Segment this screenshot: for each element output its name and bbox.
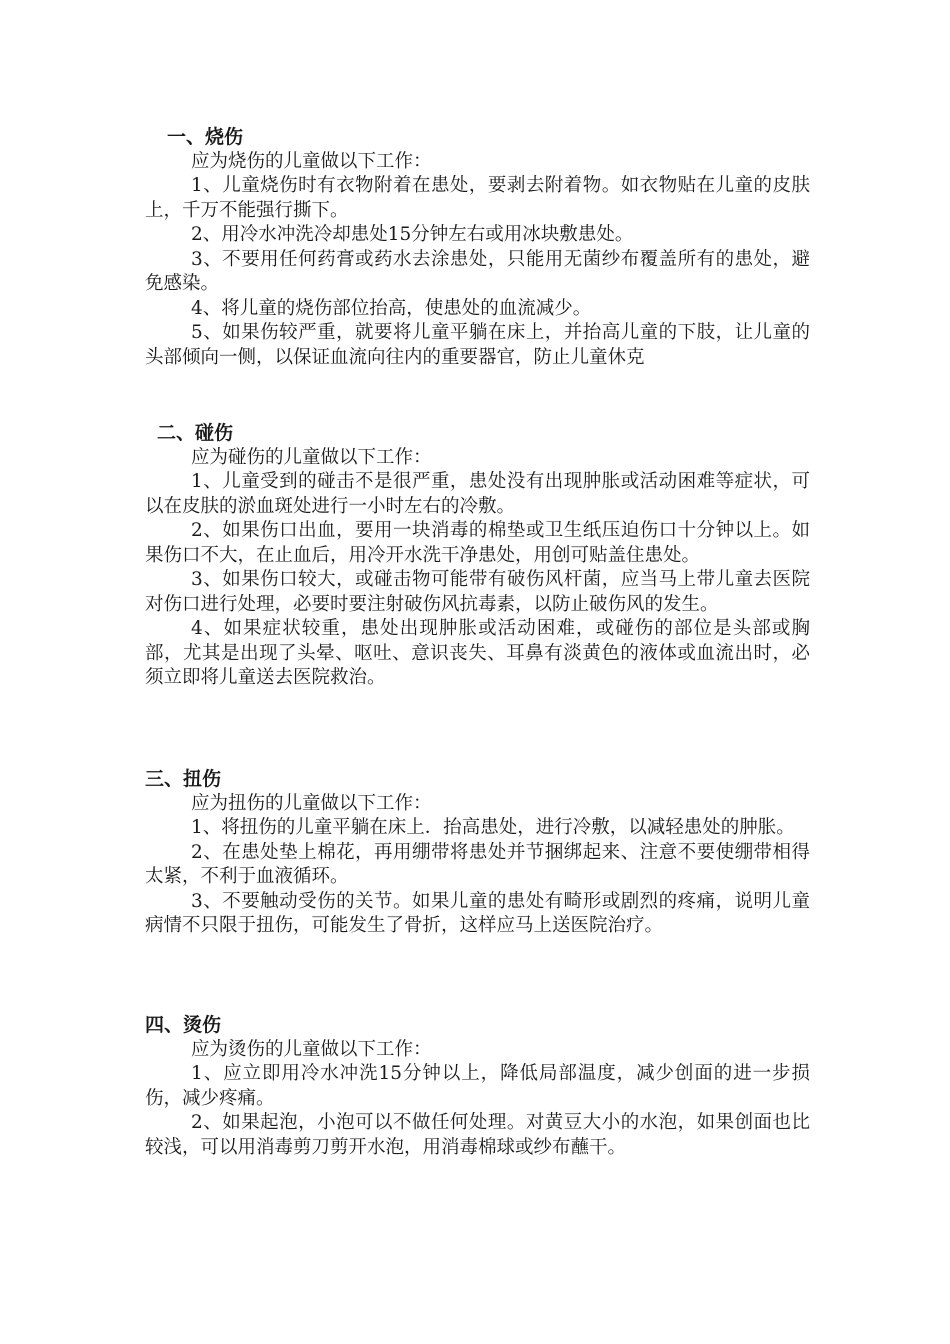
list-item: 2、如果伤口出血，要用一块消毒的棉垫或卫生纸压迫伤口十分钟以上。如果伤口不大，在止血后，用冷开水洗干净患处，用创可贴盖住患处。 (145, 520, 810, 566)
section-heading: 四、烫伤 (145, 1014, 222, 1036)
section-intro: 应为碰伤的儿童做以下工作： (191, 446, 432, 468)
list-item: 5、如果伤较严重，就要将儿童平躺在床上，并抬高儿童的下肢，让儿童的头部倾向一侧，以保证血流向往内的重要器官，防止儿童休克 (145, 322, 810, 368)
list-item: 2、在患处垫上棉花，再用绷带将患处并节捆绑起来、注意不要使绷带相得太紧，不利于血液循环。 (145, 841, 810, 887)
list-item: 1、儿童受到的碰击不是很严重，患处没有出现肿胀或活动困难等症状，可以在皮肤的淤血斑处进行一小时左右的冷敷。 (145, 471, 810, 517)
section-intro: 应为烫伤的儿童做以下工作： (191, 1038, 432, 1060)
section-heading: 一、烧伤 (167, 126, 244, 148)
section-heading: 三、扭伤 (145, 768, 222, 790)
list-item: 1、应立即用冷水冲洗15分钟以上，降低局部温度，减少创面的进一步损伤，减少疼痛。 (145, 1063, 810, 1109)
list-item: 4、如果症状较重，患处出现肿胀或活动困难，或碰伤的部位是头部或胸部，尤其是出现了头晕、呕吐、意识丧失、耳鼻有淡黄色的液体或血流出时，必须立即将儿童送去医院救治。 (145, 618, 810, 688)
section-heading: 二、碰伤 (157, 422, 234, 444)
list-item: 1、儿童烧伤时有衣物附着在患处，要剥去附着物。如衣物贴在儿童的皮肤上，千万不能强行撕下。 (145, 175, 810, 221)
list-item: 1、将扭伤的儿童平躺在床上．抬高患处，进行冷敷，以减轻患处的肿胀。 (191, 817, 795, 838)
section-scalds (145, 1013, 810, 1160)
section-bruises (145, 421, 810, 691)
list-item: 3、不要用任何药膏或药水去涂患处，只能用无菌纱布覆盖所有的患处，避免感染。 (145, 248, 810, 294)
list-item: 2、如果起泡，小泡可以不做任何处理。对黄豆大小的水泡，如果创面也比较浅，可以用消毒剪刀剪开水泡，用消毒棉球或纱布蘸干。 (145, 1112, 810, 1158)
list-item: 4、将儿童的烧伤部位抬高，使患处的血流减少。 (191, 297, 592, 319)
section-burns (145, 125, 810, 370)
list-item: 2、用冷水冲洗冷却患处15分钟左右或用冰块敷患处。 (191, 224, 634, 245)
list-item: 3、不要触动受伤的关节。如果儿童的患处有畸形或剧烈的疼痛，说明儿童病情不只限于扭伤，可能发生了骨折，这样应马上送医院治疗。 (145, 890, 810, 936)
section-intro: 应为扭伤的儿童做以下工作： (191, 792, 432, 814)
section-sprains (145, 767, 810, 939)
section-intro: 应为烧伤的儿童做以下工作： (191, 150, 432, 172)
list-item: 3、如果伤口较大，或碰击物可能带有破伤风杆菌，应当马上带儿童去医院对伤口进行处理，必要时要注射破伤风抗毒素，以防止破伤风的发生。 (145, 569, 810, 615)
